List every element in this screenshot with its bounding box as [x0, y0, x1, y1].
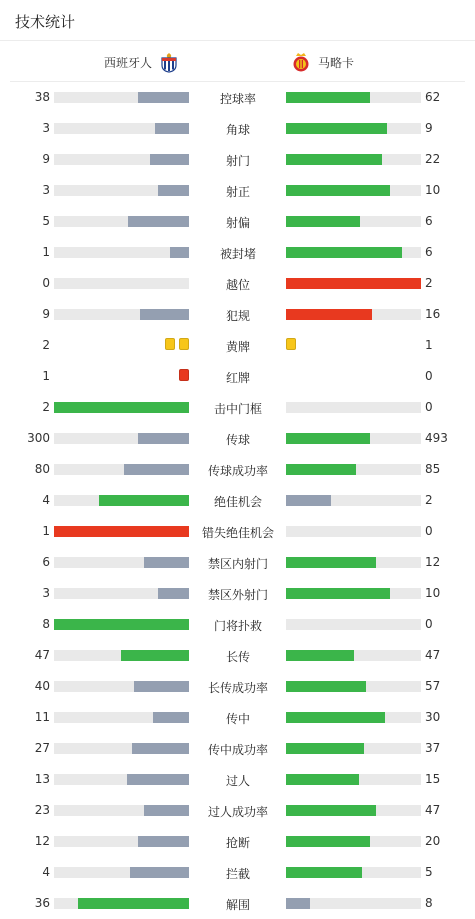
home-bar-fill: [138, 433, 189, 444]
away-bar-track: [286, 123, 421, 134]
home-bar-fill: [138, 92, 189, 103]
away-bar-fill: [286, 557, 376, 568]
away-team-name: 马略卡: [318, 55, 355, 70]
stat-row: [0, 702, 475, 733]
away-bar-fill: [286, 681, 366, 692]
stat-row: [0, 144, 475, 175]
away-value: 12: [425, 555, 441, 569]
away-value: 6: [425, 214, 433, 228]
yellow-cards-away: [286, 338, 296, 352]
away-bar-fill: [286, 495, 331, 506]
home-bar-fill: [54, 402, 189, 413]
away-bar-fill: [286, 154, 382, 165]
home-bar-track: [54, 650, 189, 661]
home-bar-track: [54, 619, 189, 630]
away-bar-track: [286, 402, 421, 413]
mallorca-crest-icon: [292, 51, 310, 73]
away-bar-track: [286, 681, 421, 692]
away-value: 47: [425, 803, 441, 817]
away-bar-track: [286, 154, 421, 165]
stat-label: 门将扑救: [213, 619, 262, 633]
away-bar-track: [286, 464, 421, 475]
home-value: 80: [34, 462, 50, 476]
away-bar-track: [286, 712, 421, 723]
away-value: 1: [425, 338, 433, 352]
home-value: 3: [42, 121, 50, 135]
home-bar-track: [54, 681, 189, 692]
home-bar-fill: [153, 712, 189, 723]
away-bar-fill: [286, 433, 370, 444]
home-bar-track: [54, 123, 189, 134]
away-value: 2: [425, 276, 433, 290]
stat-row: [0, 423, 475, 454]
home-bar-track: [54, 774, 189, 785]
home-value: 4: [42, 865, 50, 879]
stat-row: [0, 764, 475, 795]
yellow-card-icon: [165, 338, 175, 350]
away-bar-track: [286, 619, 421, 630]
stat-row: [0, 795, 475, 826]
home-bar-fill: [130, 867, 189, 878]
away-bar-track: [286, 588, 421, 599]
teams-header: [10, 41, 465, 82]
home-bar-track: [54, 805, 189, 816]
red-card-icon: [179, 369, 189, 381]
stat-row: [0, 206, 475, 237]
away-value: 37: [425, 741, 441, 755]
home-value: 3: [42, 183, 50, 197]
home-bar-fill: [170, 247, 189, 258]
away-bar-fill: [286, 278, 421, 289]
home-value: 27: [34, 741, 50, 755]
stat-label: 被封堵: [219, 247, 256, 261]
stat-row: [0, 547, 475, 578]
away-value: 0: [425, 369, 433, 383]
home-value: 13: [34, 772, 50, 786]
stat-row: [0, 299, 475, 330]
stat-label: 传球成功率: [207, 464, 268, 478]
away-bar-track: [286, 867, 421, 878]
home-value: 3: [42, 586, 50, 600]
stat-row: [0, 485, 475, 516]
home-bar-fill: [134, 681, 189, 692]
away-bar-fill: [286, 247, 402, 258]
stat-label: 犯规: [225, 309, 250, 323]
home-team-name: 西班牙人: [103, 55, 152, 70]
stat-label: 拦截: [225, 867, 250, 881]
home-value: 1: [42, 524, 50, 538]
home-team[interactable]: [104, 51, 178, 73]
stat-label: 射偏: [225, 216, 250, 230]
away-value: 15: [425, 772, 441, 786]
home-bar-fill: [124, 464, 189, 475]
stat-label: 禁区内射门: [207, 557, 268, 571]
stat-row: [0, 640, 475, 671]
away-bar-fill: [286, 774, 359, 785]
away-bar-track: [286, 495, 421, 506]
away-bar-track: [286, 309, 421, 320]
home-bar-track: [54, 898, 189, 909]
stat-label: 长传成功率: [207, 681, 268, 695]
home-bar-track: [54, 154, 189, 165]
stat-row: [0, 671, 475, 702]
away-bar-track: [286, 185, 421, 196]
away-bar-fill: [286, 712, 385, 723]
yellow-card-icon: [179, 338, 189, 350]
away-bar-track: [286, 278, 421, 289]
home-value: 12: [34, 834, 50, 848]
home-value: 40: [34, 679, 50, 693]
stat-row: [0, 82, 475, 113]
away-bar-track: [286, 92, 421, 103]
stat-label: 控球率: [219, 92, 256, 106]
away-bar-fill: [286, 836, 370, 847]
home-bar-fill: [158, 185, 189, 196]
home-bar-fill: [127, 774, 189, 785]
away-bar-fill: [286, 805, 376, 816]
yellow-card-icon: [286, 338, 296, 350]
away-bar-fill: [286, 216, 360, 227]
away-value: 16: [425, 307, 441, 321]
away-value: 0: [425, 617, 433, 631]
away-bar-track: [286, 216, 421, 227]
stat-label: 传中成功率: [207, 743, 268, 757]
espanyol-crest-icon: [160, 51, 178, 73]
away-bar-track: [286, 743, 421, 754]
home-value: 38: [34, 90, 50, 104]
red-cards-home: [179, 369, 189, 383]
away-bar-fill: [286, 650, 354, 661]
home-value: 47: [34, 648, 50, 662]
home-bar-fill: [144, 805, 189, 816]
home-bar-track: [54, 309, 189, 320]
yellow-cards-home: [165, 338, 189, 352]
away-value: 85: [425, 462, 441, 476]
away-bar-fill: [286, 867, 362, 878]
home-value: 2: [42, 400, 50, 414]
away-value: 62: [425, 90, 441, 104]
away-bar-track: [286, 898, 421, 909]
home-bar-fill: [128, 216, 189, 227]
home-bar-track: [54, 278, 189, 289]
page-title: 技术统计: [15, 13, 76, 31]
away-value: 22: [425, 152, 441, 166]
home-value: 36: [34, 896, 50, 910]
stat-label: 红牌: [225, 371, 250, 385]
home-bar-fill: [121, 650, 189, 661]
home-bar-track: [54, 216, 189, 227]
home-value: 9: [42, 307, 50, 321]
home-value: 5: [42, 214, 50, 228]
away-bar-fill: [286, 185, 390, 196]
away-bar-track: [286, 526, 421, 537]
home-bar-fill: [150, 154, 189, 165]
away-value: 57: [425, 679, 441, 693]
stat-row: [0, 609, 475, 640]
home-value: 0: [42, 276, 50, 290]
away-value: 8: [425, 896, 433, 910]
stat-label: 传中: [225, 712, 250, 726]
stat-row: [0, 888, 475, 919]
away-bar-track: [286, 650, 421, 661]
home-value: 9: [42, 152, 50, 166]
away-bar-track: [286, 247, 421, 258]
stat-row: [0, 516, 475, 547]
home-bar-fill: [54, 526, 189, 537]
home-value: 300: [27, 431, 50, 445]
away-value: 493: [425, 431, 448, 445]
stat-label: 长传: [225, 650, 250, 664]
home-bar-track: [54, 836, 189, 847]
home-bar-fill: [155, 123, 189, 134]
away-bar-track: [286, 433, 421, 444]
home-value: 23: [34, 803, 50, 817]
away-value: 0: [425, 400, 433, 414]
home-value: 11: [34, 710, 50, 724]
stat-row: [0, 175, 475, 206]
stat-label: 抢断: [225, 836, 250, 850]
away-bar-fill: [286, 464, 356, 475]
away-value: 10: [425, 586, 441, 600]
away-value: 5: [425, 865, 433, 879]
stat-label: 射门: [225, 154, 250, 168]
away-bar-fill: [286, 309, 372, 320]
home-value: 2: [42, 338, 50, 352]
away-bar-fill: [286, 743, 364, 754]
home-value: 4: [42, 493, 50, 507]
stat-row: [0, 578, 475, 609]
stat-label: 射正: [225, 185, 250, 199]
home-bar-track: [54, 588, 189, 599]
stat-row: [0, 361, 475, 392]
stat-row: [0, 237, 475, 268]
stat-label: 过人成功率: [207, 805, 268, 819]
away-value: 10: [425, 183, 441, 197]
stat-label: 越位: [225, 278, 250, 292]
away-bar-track: [286, 774, 421, 785]
home-bar-track: [54, 867, 189, 878]
stat-label: 过人: [225, 774, 250, 788]
away-value: 6: [425, 245, 433, 259]
home-bar-fill: [99, 495, 189, 506]
away-bar-fill: [286, 588, 390, 599]
home-value: 1: [42, 369, 50, 383]
away-value: 0: [425, 524, 433, 538]
stat-row: [0, 330, 475, 361]
away-value: 47: [425, 648, 441, 662]
stat-label: 解围: [225, 898, 250, 912]
home-bar-fill: [54, 619, 189, 630]
home-bar-track: [54, 433, 189, 444]
away-value: 30: [425, 710, 441, 724]
home-bar-track: [54, 185, 189, 196]
stat-label: 传球: [225, 433, 250, 447]
home-value: 1: [42, 245, 50, 259]
home-bar-track: [54, 712, 189, 723]
away-value: 20: [425, 834, 441, 848]
away-team[interactable]: [292, 51, 354, 73]
home-bar-track: [54, 743, 189, 754]
stat-row: [0, 113, 475, 144]
home-bar-fill: [138, 836, 189, 847]
stat-row: [0, 826, 475, 857]
away-bar-track: [286, 805, 421, 816]
away-bar-fill: [286, 898, 310, 909]
home-bar-track: [54, 402, 189, 413]
stat-row: [0, 733, 475, 764]
home-bar-track: [54, 495, 189, 506]
stat-label: 黄牌: [225, 340, 250, 354]
stat-label: 禁区外射门: [207, 588, 268, 602]
stat-row: [0, 857, 475, 888]
home-bar-track: [54, 247, 189, 258]
stat-row: [0, 268, 475, 299]
away-bar-track: [286, 557, 421, 568]
home-bar-fill: [132, 743, 189, 754]
away-bar-fill: [286, 123, 387, 134]
stat-label: 错失绝佳机会: [201, 526, 274, 540]
away-bar-fill: [286, 92, 370, 103]
stat-label: 绝佳机会: [213, 495, 262, 509]
home-value: 8: [42, 617, 50, 631]
stat-label: 击中门框: [213, 402, 262, 416]
home-bar-fill: [78, 898, 189, 909]
home-bar-fill: [140, 309, 189, 320]
stat-row: [0, 392, 475, 423]
home-bar-fill: [158, 588, 189, 599]
page-header: [0, 0, 475, 41]
home-bar-track: [54, 526, 189, 537]
away-bar-track: [286, 836, 421, 847]
home-bar-track: [54, 92, 189, 103]
home-bar-track: [54, 557, 189, 568]
stat-label: 角球: [225, 123, 250, 137]
home-bar-fill: [144, 557, 189, 568]
home-value: 6: [42, 555, 50, 569]
away-value: 2: [425, 493, 433, 507]
stat-row: [0, 454, 475, 485]
home-bar-track: [54, 464, 189, 475]
away-value: 9: [425, 121, 433, 135]
